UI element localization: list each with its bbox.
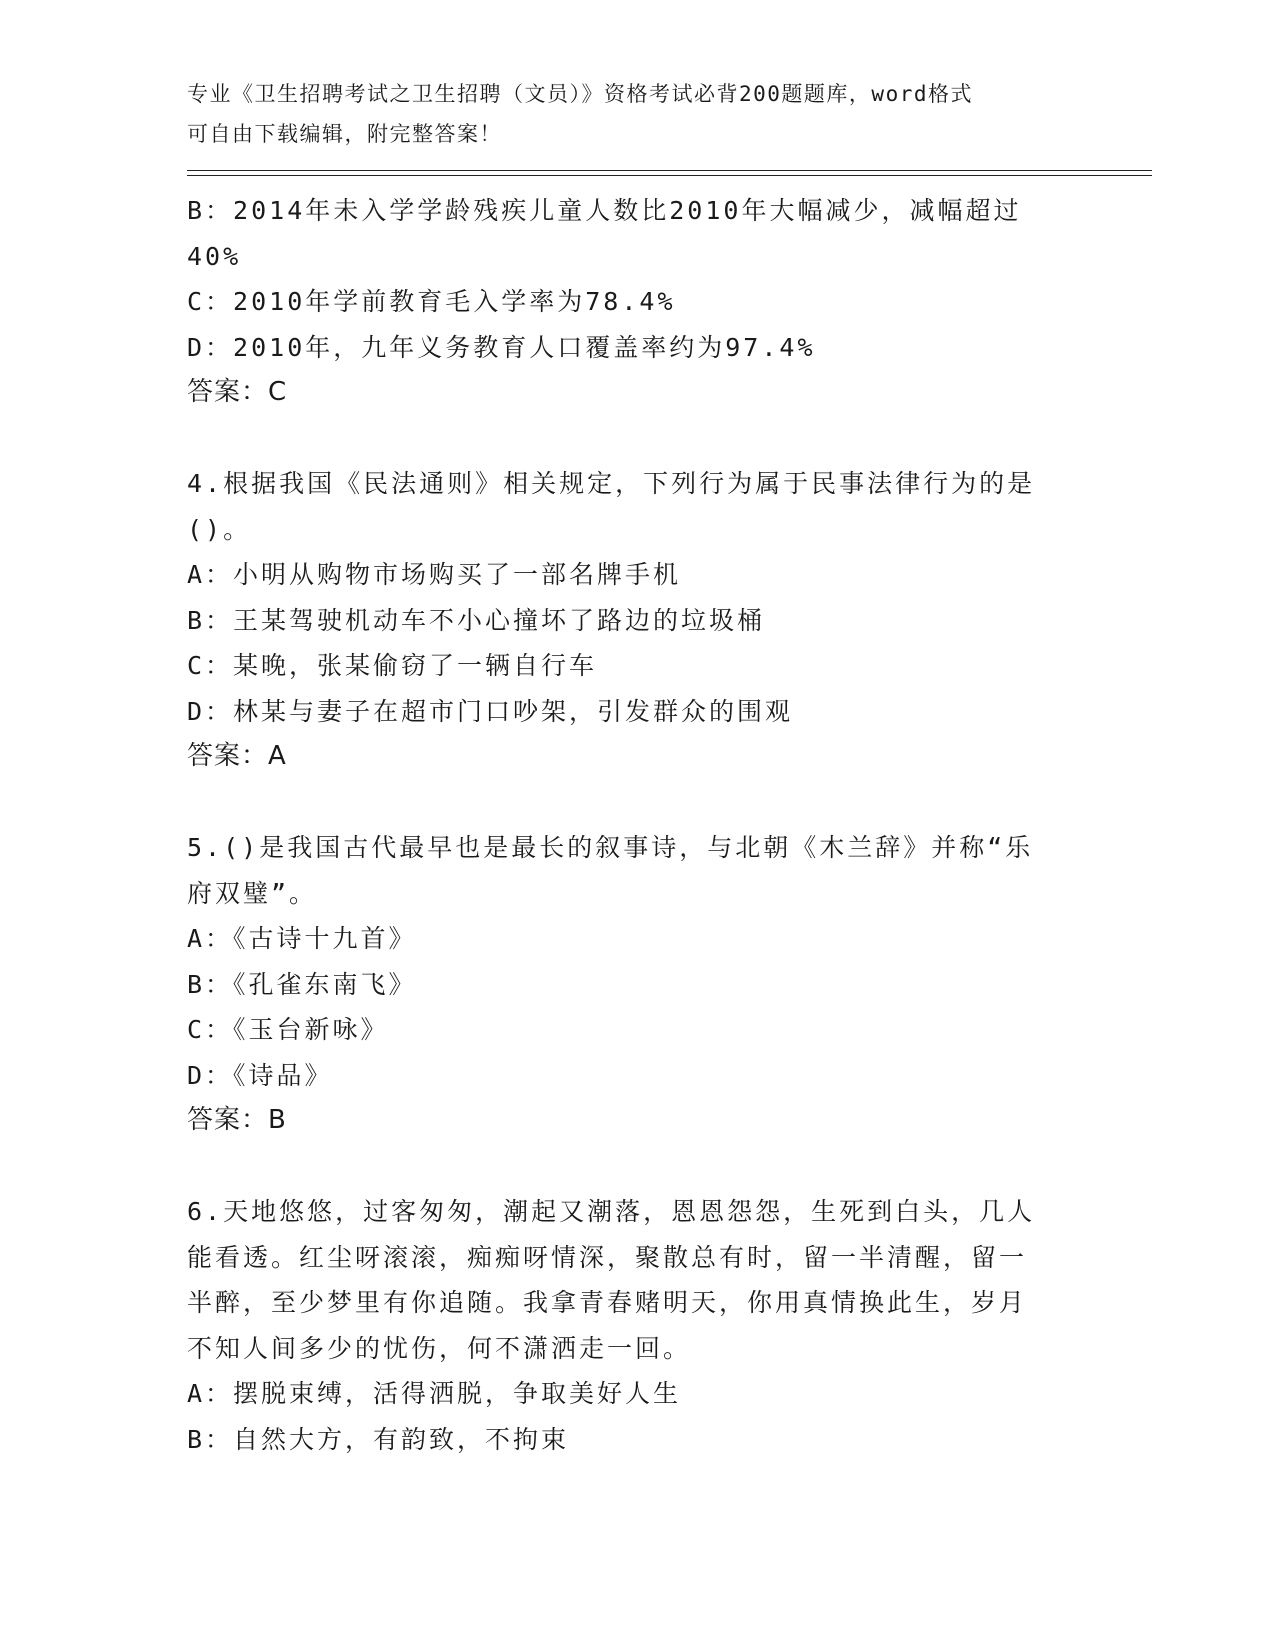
header-line: 专业《卫生招聘考试之卫生招聘（文员）》资格考试必背200题题库，word格式	[187, 82, 973, 106]
question-text: 6.天地悠悠，过客匆匆，潮起又潮落，恩恩怨怨，生死到白头，几人	[187, 1197, 1036, 1226]
option-b: B：王某驾驶机动车不小心撞坏了路边的垃圾桶	[187, 605, 766, 635]
header-line: 可自由下载编辑，附完整答案！	[187, 121, 502, 146]
option-a: A：《古诗十九首》	[187, 924, 417, 953]
document-header	[187, 72, 1087, 150]
question-block	[187, 825, 1087, 1144]
question-block	[187, 1189, 1087, 1462]
option-c: C：《玉台新咏》	[187, 1015, 389, 1044]
question-text: 5.()是我国古代最早也是最长的叙事诗，与北朝《木兰辞》并称“乐	[187, 833, 1034, 862]
question-text-continued: 府双璧”。	[187, 878, 318, 908]
option-c: C：某晚，张某偷窃了一辆自行车	[187, 651, 598, 680]
option-d: D：《诗品》	[187, 1060, 333, 1090]
option-b: B：2014年未入学学龄残疾儿童人数比2010年大幅减少，减幅超过	[187, 196, 1022, 225]
block-spacer	[187, 780, 1087, 826]
block-spacer	[187, 1144, 1087, 1190]
answer-line: 答案：C	[187, 377, 288, 407]
option-a: A：小明从购物市场购买了一部名牌手机	[187, 560, 682, 589]
block-spacer	[187, 416, 1087, 462]
question-text: 4.根据我国《民法通则》相关规定，下列行为属于民事法律行为的是	[187, 469, 1036, 498]
option-c: C：2010年学前教育毛入学率为78.4%	[187, 287, 676, 316]
answer-line: 答案：B	[187, 1105, 287, 1135]
header-rule-bottom	[187, 175, 1152, 176]
option-b-continued: 40%	[187, 241, 242, 271]
question-block	[187, 188, 1087, 416]
option-a: A：摆脱束缚，活得洒脱，争取美好人生	[187, 1379, 682, 1408]
question-text-continued: ()。	[187, 514, 252, 544]
question-text-continued: 不知人间多少的忧伤，何不潇洒走一回。	[187, 1333, 692, 1363]
answer-line: 答案：A	[187, 741, 287, 771]
question-text-continued: 能看透。红尘呀滚滚，痴痴呀情深，聚散总有时，留一半清醒，留一	[187, 1242, 1028, 1272]
option-b: B：自然大方，有韵致，不拘束	[187, 1424, 570, 1454]
option-d: D：2010年，九年义务教育人口覆盖率约为97.4%	[187, 332, 816, 362]
question-text-continued: 半醉，至少梦里有你追随。我拿青春赌明天，你用真情换此生，岁月	[187, 1288, 1028, 1317]
document-body	[187, 188, 1087, 1462]
option-b: B：《孔雀东南飞》	[187, 969, 417, 999]
option-d: D：林某与妻子在超市门口吵架，引发群众的围观	[187, 696, 794, 726]
question-block	[187, 461, 1087, 780]
header-rule-top	[187, 170, 1152, 171]
